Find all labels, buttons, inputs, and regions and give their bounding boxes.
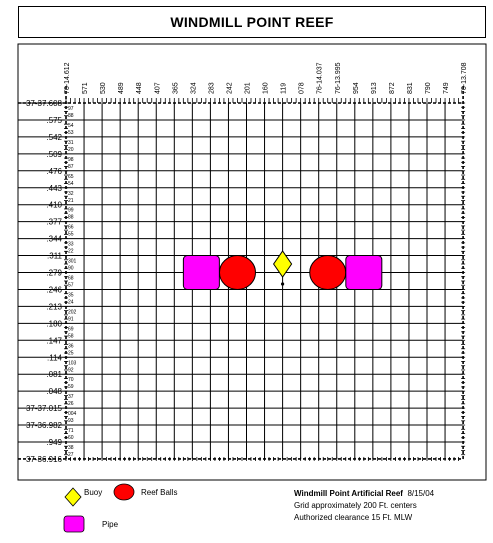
latitude-label: .246 (46, 285, 62, 295)
legend-buoy-label: Buoy (84, 488, 103, 497)
row-id: 55 (68, 231, 74, 238)
longitude-label: 831 (406, 82, 414, 94)
latitude-label: .949 (46, 438, 62, 447)
pipe-marker (183, 256, 219, 290)
legend-reef-balls-label: Reef Balls (141, 488, 178, 497)
latitude-label: .575 (46, 115, 62, 125)
reef-features (183, 251, 381, 289)
row-id: 004 (68, 411, 77, 418)
latitude-label: 37-36.916 (25, 454, 62, 464)
latitude-label: .180 (46, 319, 62, 329)
longitude-label: 530 (100, 82, 108, 94)
longitude-label: 365 (172, 82, 180, 94)
longitude-label: 790 (425, 82, 432, 94)
latitude-label: .279 (46, 268, 62, 278)
latitude-label: 37-36.982 (25, 421, 62, 431)
row-id: 58 (68, 333, 74, 340)
longitude-label: 324 (190, 82, 198, 94)
row-id: 69 (68, 326, 74, 333)
latitude-label: .147 (46, 336, 62, 346)
latitude-label: .081 (46, 370, 62, 380)
row-id: 59 (68, 384, 74, 391)
row-id: 87 (68, 163, 74, 170)
row-id: 38 (68, 445, 74, 451)
row-id: 71 (68, 428, 74, 435)
row-id: 24 (68, 299, 74, 306)
row-id: 60 (68, 435, 74, 442)
row-id: 54 (68, 180, 74, 187)
row-id: 25 (68, 350, 74, 357)
longitude-label: 078 (298, 82, 306, 94)
longitude-label: 119 (280, 82, 288, 94)
longitude-label: 160 (262, 82, 270, 94)
buoy-marker (274, 251, 292, 277)
reef-info (294, 488, 434, 524)
info-title: Windmill Point Artificial Reef (294, 489, 403, 498)
row-id: 70 (68, 377, 74, 384)
pipe-marker (346, 256, 382, 290)
row-id: 91 (68, 316, 74, 323)
legend-reef-ball-icon (114, 484, 134, 500)
row-id-labels (68, 106, 77, 458)
longitude-label: 76-13.995 (334, 62, 342, 94)
row-id: 33 (68, 241, 74, 248)
reef-ball-marker (219, 256, 255, 290)
row-id: 92 (68, 367, 74, 374)
row-id: 68 (68, 275, 74, 282)
row-id: 22 (68, 248, 74, 255)
row-id: 20 (68, 146, 74, 153)
longitude-label: 76-14.612 (64, 62, 71, 94)
longitude-label: 407 (154, 82, 162, 94)
row-id: 36 (68, 343, 74, 350)
latitude-label: .311 (47, 251, 62, 261)
longitude-label: 571 (82, 82, 90, 94)
longitude-labels (64, 62, 468, 94)
row-id: 53 (68, 129, 74, 136)
latitude-label: .443 (46, 183, 62, 193)
row-id: 54 (68, 122, 74, 129)
latitude-label: .542 (46, 132, 62, 142)
latitude-label: .476 (46, 166, 62, 176)
longitude-label: 76-14.037 (316, 62, 324, 94)
longitude-label: 749 (443, 82, 451, 94)
longitude-label: 201 (244, 82, 252, 94)
latitude-label: .344 (46, 234, 62, 244)
row-id: 37 (68, 394, 74, 401)
row-id: 31 (68, 139, 74, 146)
row-id: 93 (68, 418, 74, 425)
row-id: 88 (68, 214, 74, 221)
latitude-label: .213 (46, 302, 62, 312)
latitude-label: .410 (46, 200, 62, 210)
latitude-label: .377 (46, 217, 62, 227)
latitude-label: .509 (46, 149, 62, 159)
row-id: 103 (68, 360, 77, 367)
row-id: 21 (68, 197, 74, 204)
row-id: 97 (68, 106, 74, 112)
longitude-label: 913 (370, 82, 378, 94)
map-title: WINDMILL POINT REEF (170, 14, 334, 30)
row-id: 26 (68, 401, 74, 408)
latitude-label: .048 (46, 387, 62, 397)
reef-ball-marker (310, 256, 346, 290)
legend-buoy-icon (65, 488, 81, 506)
row-id: 27 (68, 452, 74, 458)
row-id: 98 (68, 156, 74, 163)
latitude-label: 37-37.015 (25, 404, 62, 414)
longitude-label: 76-13.708 (461, 62, 469, 94)
row-id: 90 (68, 265, 74, 272)
info-date: 8/15/04 (407, 489, 435, 498)
longitude-label: 954 (352, 82, 360, 94)
longitude-label: 242 (226, 82, 234, 94)
row-id: 65 (68, 173, 74, 180)
row-id: 99 (68, 207, 74, 214)
longitude-label: 283 (208, 82, 216, 94)
row-id: 57 (68, 282, 74, 289)
row-id: 32 (68, 190, 74, 197)
info-grid-spacing: Grid approximately 200 Ft. centers (294, 501, 417, 510)
latitude-label: 37-37.608 (25, 99, 62, 108)
buoy-anchor-dot (281, 282, 284, 285)
row-id: 301 (68, 258, 77, 265)
longitude-label: 489 (118, 82, 126, 94)
legend-pipe-label: Pipe (102, 520, 119, 529)
row-id: 66 (68, 224, 74, 231)
longitude-label: 872 (388, 82, 396, 94)
row-id: 88 (68, 113, 74, 119)
row-id: 202 (68, 309, 77, 316)
longitude-label: 448 (136, 82, 144, 94)
info-clearance: Authorized clearance 15 Ft. MLW (294, 513, 413, 522)
legend-pipe-icon (64, 516, 84, 532)
row-id: 35 (68, 292, 74, 299)
latitude-label: .114 (47, 353, 62, 363)
